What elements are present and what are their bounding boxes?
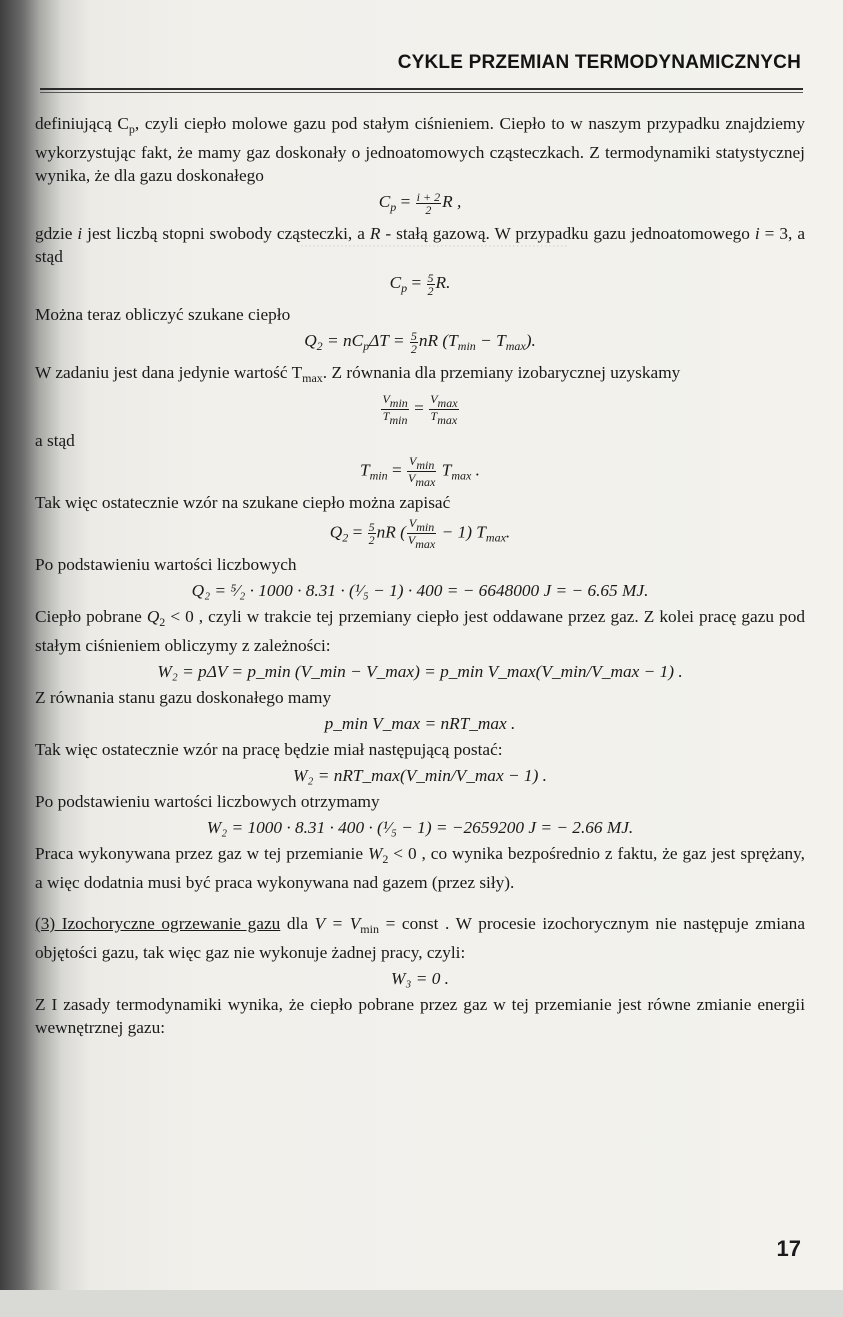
equation-q2-general: $Q_2 = nC_p\Delta T$ = $\frac{5}{2}$ nR $(T_{min} - T_{max})$.	[304, 328, 536, 356]
equation-w3: W₃ = 0 .	[391, 969, 449, 988]
equation-w2-final: W₂ = nRT_max(V_min/V_max − 1) .	[293, 766, 547, 785]
equation-cp-value: $C_p$ = $\frac{5}{2}$ R.	[389, 270, 451, 298]
equation-isobaric-ratio: $\frac{V_{min}}{T_{min}}$ = $\frac{V_{max}}{T_{max}}$	[382, 392, 458, 427]
paragraph: Tak więc ostatecznie wzór na szukane ciepło można zapisać	[35, 493, 451, 512]
equation-state: p_min V_max = nRT_max .	[324, 714, 516, 733]
paragraph: Po podstawieniu wartości liczbowych	[35, 555, 297, 574]
equation-cp-general: $C_p$ = $\frac{i + 2}{2}$ R ,	[378, 189, 462, 217]
paragraph: Po podstawieniu wartości liczbowych otrzymamy	[35, 792, 380, 811]
paragraph: gdzie i jest liczbą stopni swobody cząsteczki, a R - stałą gazową. W przypadku gazu jednoatomowego i = 3, a stąd	[35, 224, 805, 266]
header-rule-thin	[40, 92, 803, 93]
paragraph: W zadaniu jest dana jedynie wartość $T_{max}$. Z równania dla przemiany izobarycznej uzyskamy	[35, 363, 681, 385]
equation-w2-general: W₂ = pΔV = p_min (V_min − V_max) = p_min V_max(V_min/V_max − 1) .	[157, 662, 683, 681]
equation-q2-numeric: Q₂ = ⁵⁄₂ · 1000 · 8.31 · (¹⁄₅ − 1) · 400 = − 6648000 J = − 6.65 MJ.	[191, 581, 649, 600]
paragraph: Praca wykonywana przez gaz w tej przemianie $W_2 < 0$ , co wynika bezpośrednio z faktu, że gaz jest sprężany, a więc dodatnia musi być praca wykonywana nad gazem (przez siły).	[35, 844, 805, 892]
body-text	[35, 112, 805, 1039]
paragraph: a stąd	[35, 431, 75, 450]
paragraph: Można teraz obliczyć szukane ciepło	[35, 305, 291, 324]
paragraph: Tak więc ostatecznie wzór na pracę będzie miał następującą postać:	[35, 740, 503, 759]
equation-w2-numeric: W₂ = 1000 · 8.31 · 400 · (¹⁄₅ − 1) = −2659200 J = − 2.66 MJ.	[206, 818, 634, 837]
paragraph: definiującą $C_p$, czyli ciepło molowe gazu pod stałym ciśnieniem. Ciepło to w naszym przypadku znajdziemy wykorzystując fakt, że mamy gaz doskonały o jednoatomowych cząsteczkach. Z termodynamiki statystycznej wynika, że dla gazu doskonałego	[35, 114, 806, 185]
paragraph: (3) Izochoryczne ogrzewanie gazu dla $V = V_{min}$ = const . W procesie izochorycznym nie następuje zmiana objętości gazu, tak więc gaz nie wykonuje żadnej pracy, czyli:	[35, 914, 805, 962]
bleed-through-text: ···································································	[300, 238, 568, 252]
running-header: CYKLE PRZEMIAN TERMODYNAMICZNYCH	[397, 52, 801, 73]
paragraph: Ciepło pobrane $Q_2 < 0$ , czyli w trakcie tej przemiany ciepło jest oddawane przez gaz. Z kolei pracę gazu pod stałym ciśnieniem obliczymy z zależności:	[35, 607, 805, 655]
paragraph: Z równania stanu gazu doskonałego mamy	[35, 688, 332, 707]
equation-tmin: $T_{min}$ = $\frac{V_{min}}{V_{max}}$ $T_{max}$ .	[360, 454, 480, 489]
page-number: 17	[776, 1236, 801, 1261]
header-rule	[40, 88, 803, 90]
equation-q2-final: $Q_2$ = $\frac{5}{2}$ nR ( $\frac{V_{min}}{V_{max}}$ − 1) $T_{max}$.	[329, 516, 511, 551]
paragraph: Z I zasady termodynamiki wynika, że ciepło pobrane przez gaz w tej przemianie jest równe zmianie energii wewnętrznej gazu:	[35, 995, 805, 1037]
